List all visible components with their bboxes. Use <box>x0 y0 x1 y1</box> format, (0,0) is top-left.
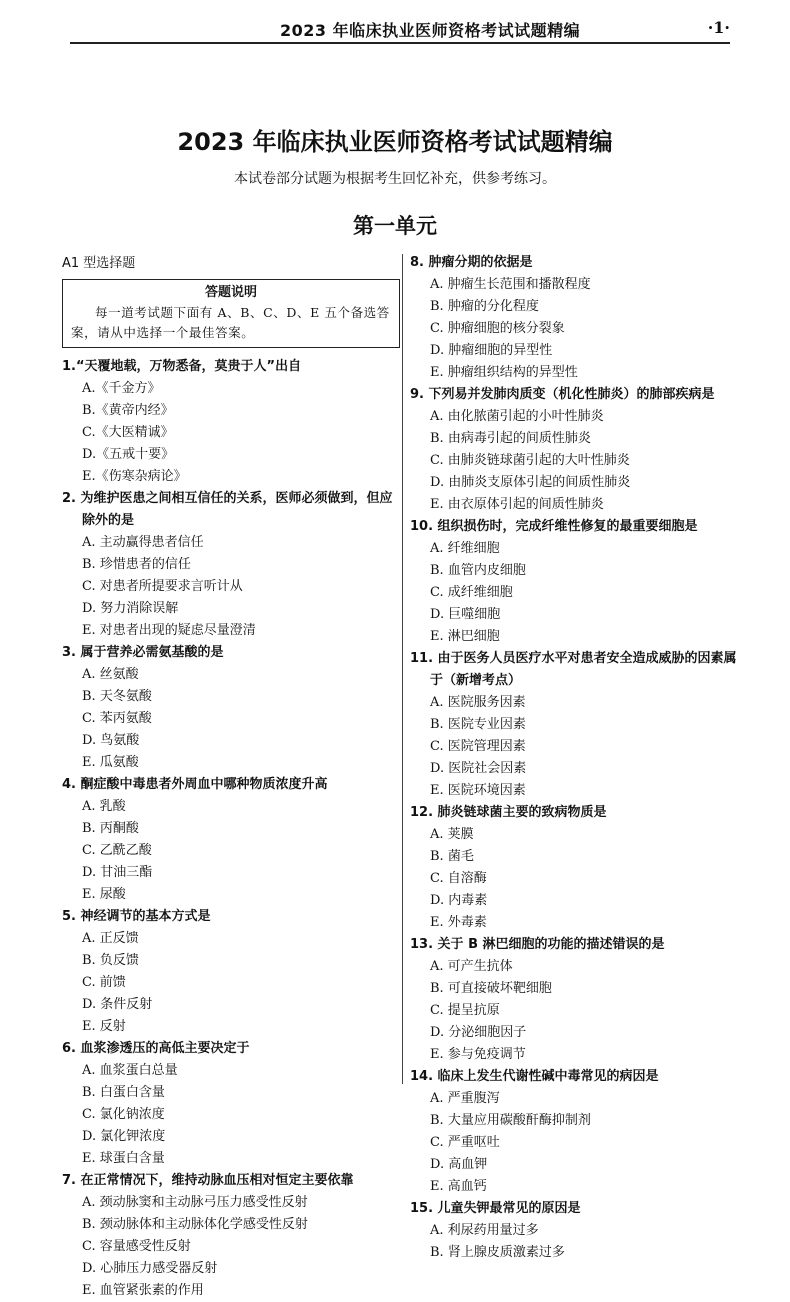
answer-option[interactable]: D. 条件反射 <box>82 997 153 1012</box>
answer-option[interactable]: E. 高血钙 <box>430 1179 487 1194</box>
answer-option[interactable]: D. 甘油三酯 <box>82 865 153 880</box>
option-list <box>62 664 402 774</box>
column-divider <box>402 254 403 1084</box>
answer-option[interactable]: B. 天冬氨酸 <box>82 689 152 704</box>
answer-option[interactable]: A. 利尿药用量过多 <box>430 1223 539 1238</box>
answer-option[interactable]: D.《五戒十要》 <box>82 447 175 462</box>
answer-option[interactable]: C.《大医精诚》 <box>82 425 174 440</box>
option-list <box>410 956 740 1066</box>
question-stem: 14. 临床上发生代谢性碱中毒常见的病因是 <box>410 1069 659 1084</box>
answer-option[interactable]: A. 主动赢得患者信任 <box>82 535 204 550</box>
answer-option[interactable]: D. 高血钾 <box>430 1157 488 1172</box>
question-10 <box>410 516 740 648</box>
answer-option[interactable]: A. 可产生抗体 <box>430 959 513 974</box>
answer-option[interactable]: B. 颈动脉体和主动脉体化学感受性反射 <box>82 1217 308 1232</box>
question-stem: 15. 儿童失钾最常见的原因是 <box>410 1201 581 1216</box>
answer-option[interactable]: C. 乙酰乙酸 <box>82 843 152 858</box>
answer-option[interactable]: B. 肾上腺皮质激素过多 <box>430 1245 565 1260</box>
question-12 <box>410 802 740 934</box>
question-stem: 8. 肿瘤分期的依据是 <box>410 255 533 270</box>
option-list <box>62 532 402 642</box>
answer-option[interactable]: B. 菌毛 <box>430 849 474 864</box>
running-title: 2023 年临床执业医师资格考试试题精编 <box>280 21 581 40</box>
option-list <box>410 1220 740 1264</box>
question-stem: 3. 属于营养必需氨基酸的是 <box>62 645 224 660</box>
answer-option[interactable]: A. 纤维细胞 <box>430 541 500 556</box>
answer-option[interactable]: B. 血管内皮细胞 <box>430 563 526 578</box>
question-stem: 10. 组织损伤时，完成纤维性修复的最重要细胞是 <box>410 519 698 534</box>
answer-option[interactable]: C. 成纤维细胞 <box>430 585 513 600</box>
question-stem: 6. 血浆渗透压的高低主要决定于 <box>62 1041 250 1056</box>
question-stem: 9. 下列易并发肺肉质变（机化性肺炎）的肺部疾病是 <box>410 387 715 402</box>
answer-option[interactable]: B. 医院专业因素 <box>430 717 526 732</box>
answer-option[interactable]: D. 分泌细胞因子 <box>430 1025 527 1040</box>
answer-option[interactable]: E. 反射 <box>82 1019 126 1034</box>
option-list <box>410 1088 740 1198</box>
option-list <box>62 1192 402 1302</box>
answer-option[interactable]: C. 医院管理因素 <box>430 739 526 754</box>
answer-option[interactable]: D. 努力消除误解 <box>82 601 179 616</box>
left-column <box>62 252 402 1302</box>
option-list <box>410 824 740 934</box>
answer-option[interactable]: B. 白蛋白含量 <box>82 1085 165 1100</box>
question-stem: 7. 在正常情况下，维持动脉血压相对恒定主要依靠 <box>62 1173 354 1188</box>
question-2 <box>62 488 402 642</box>
question-15 <box>410 1198 740 1264</box>
answer-option[interactable]: D. 内毒素 <box>430 893 488 908</box>
answer-option[interactable]: B. 可直接破坏靶细胞 <box>430 981 552 996</box>
answer-option[interactable]: A. 丝氨酸 <box>82 667 139 682</box>
answer-option[interactable]: D. 巨噬细胞 <box>430 607 501 622</box>
subtitle: 本试卷部分试题为根据考生回忆补充，供参考练习。 <box>234 171 556 187</box>
answer-option[interactable]: D. 肿瘤细胞的异型性 <box>430 343 553 358</box>
answer-option[interactable]: C. 苯丙氨酸 <box>82 711 152 726</box>
answer-option[interactable]: E. 参与免疫调节 <box>430 1047 526 1062</box>
instructions-box <box>62 279 400 348</box>
answer-option[interactable]: C. 前馈 <box>82 975 126 990</box>
question-stem: 11. 由于医务人员医疗水平对患者安全造成威胁的因素属于（新增考点） <box>410 651 737 688</box>
right-column <box>410 252 740 1264</box>
answer-option[interactable]: B.《黄帝内经》 <box>82 403 174 418</box>
answer-option[interactable]: D. 氯化钾浓度 <box>82 1129 166 1144</box>
question-stem: 1.“天覆地载，万物悉备，莫贵于人”出自 <box>62 359 302 374</box>
answer-option[interactable]: C. 由肺炎链球菌引起的大叶性肺炎 <box>430 453 630 468</box>
question-14 <box>410 1066 740 1198</box>
answer-option[interactable]: B. 负反馈 <box>82 953 139 968</box>
question-stem: 5. 神经调节的基本方式是 <box>62 909 211 924</box>
answer-option[interactable]: E. 淋巴细胞 <box>430 629 500 644</box>
answer-option[interactable]: E. 瓜氨酸 <box>82 755 139 770</box>
question-3 <box>62 642 402 774</box>
answer-option[interactable]: B. 肿瘤的分化程度 <box>430 299 539 314</box>
answer-option[interactable]: A. 血浆蛋白总量 <box>82 1063 178 1078</box>
answer-option[interactable]: A. 乳酸 <box>82 799 126 814</box>
answer-option[interactable]: D. 心肺压力感受器反射 <box>82 1261 218 1276</box>
answer-option[interactable]: B. 丙酮酸 <box>82 821 139 836</box>
question-4 <box>62 774 402 906</box>
answer-option[interactable]: B. 珍惜患者的信任 <box>82 557 191 572</box>
answer-option[interactable]: A. 正反馈 <box>82 931 139 946</box>
question-11 <box>410 648 740 802</box>
answer-option[interactable]: A. 肿瘤生长范围和播散程度 <box>430 277 591 292</box>
question-stem: 4. 酮症酸中毒患者外周血中哪种物质浓度升高 <box>62 777 328 792</box>
answer-option[interactable]: C. 肿瘤细胞的核分裂象 <box>430 321 565 336</box>
option-list <box>410 274 740 384</box>
question-13 <box>410 934 740 1066</box>
answer-option[interactable]: C. 对患者所提要求言听计从 <box>82 579 243 594</box>
option-list <box>62 796 402 906</box>
answer-option[interactable]: E. 外毒素 <box>430 915 487 930</box>
answer-option[interactable]: E.《伤寒杂病论》 <box>82 469 187 484</box>
question-7 <box>62 1170 402 1302</box>
option-list <box>62 378 402 488</box>
answer-option[interactable]: B. 由病毒引起的间质性肺炎 <box>430 431 591 446</box>
answer-option[interactable]: A. 医院服务因素 <box>430 695 526 710</box>
answer-option[interactable]: A. 由化脓菌引起的小叶性肺炎 <box>430 409 604 424</box>
question-stem: 2. 为维护医患之间相互信任的关系，医师必须做到，但应除外的是 <box>62 491 393 528</box>
answer-option[interactable]: C. 提呈抗原 <box>430 1003 500 1018</box>
answer-option[interactable]: A. 荚膜 <box>430 827 474 842</box>
question-8 <box>410 252 740 384</box>
answer-option[interactable]: E. 肿瘤组织结构的异型性 <box>430 365 578 380</box>
option-list <box>62 928 402 1038</box>
question-stem: 12. 肺炎链球菌主要的致病物质是 <box>410 805 607 820</box>
instructions-title: 答题说明 <box>204 285 257 300</box>
answer-option[interactable]: A. 严重腹泻 <box>430 1091 500 1106</box>
unit-heading: 第一单元 <box>353 214 437 238</box>
question-9 <box>410 384 740 516</box>
answer-option[interactable]: E. 尿酸 <box>82 887 126 902</box>
question-5 <box>62 906 402 1038</box>
answer-option[interactable]: C. 容量感受性反射 <box>82 1239 191 1254</box>
option-list <box>62 1060 402 1170</box>
question-1 <box>62 356 402 488</box>
option-list <box>410 692 740 802</box>
option-list <box>410 538 740 648</box>
section-label: A1 型选择题 <box>62 256 136 271</box>
answer-option[interactable]: C. 严重呕吐 <box>430 1135 500 1150</box>
answer-option[interactable]: B. 大量应用碳酸酐酶抑制剂 <box>430 1113 591 1128</box>
instructions-body: 每一道考试题下面有 A、B、C、D、E 五个备选答案，请从中选择一个最佳答案。 <box>71 305 390 340</box>
answer-option[interactable]: C. 氯化钠浓度 <box>82 1107 165 1122</box>
question-stem: 13. 关于 B 淋巴细胞的功能的描述错误的是 <box>410 937 665 952</box>
answer-option[interactable]: E. 球蛋白含量 <box>82 1151 165 1166</box>
page-number: ·1· <box>707 18 730 37</box>
answer-option[interactable]: D. 医院社会因素 <box>430 761 527 776</box>
option-list <box>410 406 740 516</box>
answer-option[interactable]: E. 对患者出现的疑虑尽量澄清 <box>82 623 256 638</box>
answer-option[interactable]: E. 由衣原体引起的间质性肺炎 <box>430 497 604 512</box>
page-title: 2023 年临床执业医师资格考试试题精编 <box>177 128 613 156</box>
answer-option[interactable]: E. 血管紧张素的作用 <box>82 1283 204 1298</box>
answer-option[interactable]: A.《千金方》 <box>82 381 161 396</box>
answer-option[interactable]: C. 自溶酶 <box>430 871 487 886</box>
answer-option[interactable]: D. 由肺炎支原体引起的间质性肺炎 <box>430 475 631 490</box>
question-6 <box>62 1038 402 1170</box>
answer-option[interactable]: E. 医院环境因素 <box>430 783 526 798</box>
running-header <box>70 14 730 44</box>
answer-option[interactable]: A. 颈动脉窦和主动脉弓压力感受性反射 <box>82 1195 308 1210</box>
answer-option[interactable]: D. 鸟氨酸 <box>82 733 140 748</box>
